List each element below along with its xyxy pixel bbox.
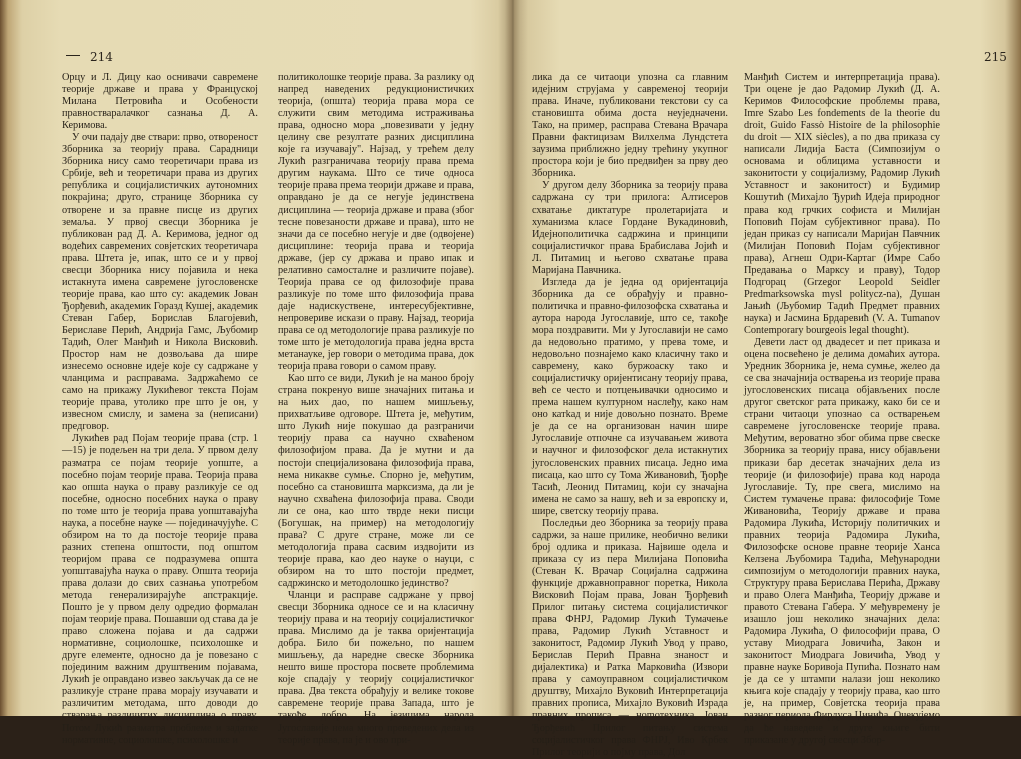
page-mark <box>66 55 80 56</box>
right-column-1 <box>532 72 728 759</box>
paragraph: Манђић Систем и интерпретација права). Три оцене је дао Радомир Лукић (Д. А. Керимов Философские проблемы права, Imre Szabo Les fondements de la theorie du droit, Guido Fassò Histoire de la philosophie du droit — XIX siècles), а по два приказа су написали Лидија Баста (Симпозијум о основама и облицима уставности и законитости у социјализму, Радомир Лукић Уставност и законитост) и Будимир Кошутић (Михајло Ђурић Идеја природног права код грчких софиста и Милијан Поповић Појам субјективног права). По један приказ су написали Маријан Павчник (Милијан Поповић Појам субјективног права), Агнеш Одри-Картаг (Имре Сабо Предавања о Марксу и праву), Тодор Подгорац (Grzegor Leopold Seidler Predmarksowska mysl politycz-na), Душан Јањић (Љубомир Тадић Предмет правних наука) и Јасмина Брдаревић (V. A. Tumanov Contemporary bourgeois legal thought). <box>744 72 940 336</box>
paragraph: Девети ласт од двадесет и пет приказа и оцена посвећено је делима домаћих аутора. Уредник Зборника је, нема сумње, желео да се сва значајнија остварења из теорије права југословенских писаца објављених после другог светског рата прикажу, како би се и страни читаоци упознао са остварењем савремене југословенске теорије права. Међутим, вероватно због обима прве свеске Зборника за теорију права, нису објављени прикази бар десетак значајних дела из теорије (и филозофије) права код народа Југославије. Ту, пре свега, мислимо на Систем тумачење права: философије Томе Живановића, Теорију државе и права Радомира Лукића, Историју политичких и правних теорија Радомира Лукића, Филозофске основе правне теорије Ханса Келзена Љубомира Тадића, Међународни симпозијум о методологији правних наука, Структуру права Берислава Перића, Државу и право Олега Манђића, Теорију државе и правото Стевана Габера. У међувремену је изашло још неколико значајних дела: Радомира Лукића, О философији права, О уставу Миодрага Јовичића, Закон и законитост Миодрага Јовичића, Увод у правне науке Боривоја Пупића. Познато нам је да се у штампи налази још неколико књига које спадају у теорију права, као што је, на пример, Совјетска теорија права разног периода Фирдуса Џинића. Очекујемо да ће наведене и друге књиге бити приказане у другој свесци Збор- <box>744 337 940 746</box>
paragraph: У очи падају две ствари: прво, отвореност Зборника за теорију права. Сарадници Зборника нису само теоретичари права из Србије, већ и теоретичари права из других република и социјалистичких аутономних покрајина; друго, странице Зборника су отворене и за правне писце из других земаља. У првој свесци Зборника је публикован рад Д. А. Керимова, једног од водећих савремених совјетских теоретичара права. Штета је, ипак, што се и у првој свесци Зборника нису појавила и нека истакнута имена савремене југословенске теорије права, као што су: академик Јован Ђорђевић, академик Горазд Кушеј, академик Стеван Габер, Борислав Благојевић, Бериславе Перић, Андрија Гамс, Љубомир Тадић, Олег Манђић и Никола Висковић. Простор нам не дозвољава да шире изнесемо основне идеје које су садржане у чланцима и расправама. Задржаћемо се само на прикажу Лукићевог текста Појам теорије права, утолико пре што је он, у извесном смислу, и замена за (неписани) предговор. <box>62 132 258 433</box>
left-column-2 <box>278 72 474 747</box>
paragraph: У другом делу Зборника за теорију права садржана су три прилога: Алтисеров схватање диктатуре пролетаријата и хуманизма класе Гордане Вукадиновић, Идејнополитичка садржина и принципи социјалистичког права Брабислава Јојић и Л. Питамиц и његово схватање права Маријана Павчника. <box>532 180 728 276</box>
paragraph: лика да се читаоци упозна са главним идејним струјама у савременој теорији права. Иначе, публиковани текстови су са становишта обима доста неуједначени. Тако, на пример, расправа Стевана Врачара Правни фактицизам Вилхелма Лундстета заузима приближно једну трећину укупног простора који је био предвиђен за прву део Зборника. <box>532 72 728 180</box>
right-page <box>512 0 1021 758</box>
page-number-right: 215 <box>984 50 1007 64</box>
paragraph: Последњи део Зборника за теорију права садржи, за наше прилике, необично велики број одлика и приказа. Највише одела и приказа су из пера Милијана Поповића (Стеван К. Врачар Социјална садржина функције државноправног поретка, Никола Висковић Појам права, Јован Ђорђевић Прилог питању система социјалистичког права ФНРЈ, Радомир Лукић Тумачење права, Радомир Лукић Уставност и законитост, Радомир Лукић Увод у право, Берислав Перић Правна знаност и дијалектика) и Ратка Марковића (Извори права у самоуправном социјалистичком друштву, Михајло Вуковић Интерпретација правних прописа, Михајло Вуковић Израда правних прописа — нomотехника, Јован Ђорђевић Прилог питању система социјалистичког права ФНРЈ, Иво Крбек Прилог теорији о појму права, Дол <box>532 517 728 758</box>
paragraph: Као што се види, Лукић је на мaнoo броју страна покренуо више значајних питања и на њих дао, по нашем мишљењу, прихватљиве одговоре. Штета је, међутим, што Лукић није покушао да разграничи теорију права са научно схваћеном филозофијом права. Да је мутни и да постоји специјализована филозофија права, нема никакве сумње. Спорно је, међутим, посебно са становишта марксизма, да ли је научно схваћена филозофија права. Своди ли се она, као што тврде неки писци (Богушак, на пример) на методологију права? С друге стране, може ли се методологија права сасвим издвојити из теорије права, као део науке о науци, с обзиром на то што постоји предмет, садржинско и методолошко јединство? <box>278 373 474 589</box>
paragraph: Орцу и Л. Дицу као оснивачи савремене теорије државе и права у Француској Милана Петровића и Особености правностваралачког сазнања Д. А. Керимова. <box>62 72 258 132</box>
left-page <box>0 0 510 746</box>
paragraph: политиколошке теорије права. За разлику од напред наведених редукционистичких теорија, (општа) теорија права мора се служити свим методима истраживања права, односно мора „повезивати у једну целину све резултате разних дисциплина које га изучавају". Најзад, у трећем делу Лукић разграничава теорију права према другим наукама. Што се тиче односа теорије права према теорији државе и права, оправдано је да се негује јединствена дисциплина — теорија државе и права (због тесне повезаности државе и права), што не значи да се посебно негује и две (одвојене) дисциплине: теорија права и теорија државе, (јер су држава и право ипак и релативно самосталне и различите појаве). Теорија права се од филозофије права разликује по томе што филозофија права даје надискуствене, интересубјективне, непровериве искази о праву. Најзад, теорија права се од методологије права разликује по томе што је методологија права једна врста метанауке, јер говори о методима права, док теорија права говори о самом праву. <box>278 72 474 373</box>
paragraph: Чланци и расправе садржане у првој свесци Зборника односе се и на класичну теорију права и на теорију социјалистичког права. Мислимо да је таква оријентација добра. Било би пожељно, по нашем мишљењу, да наредне свеске Зборника нешто више простора посвете проблемима које спадају у теорију социјалистичког права. Два текста обрађују и велике токове савремене теорије права Запада, што је такође добро. На језицима народа Југославије нема много преведених дела из теорије права, па је и ово при- <box>278 590 474 746</box>
paragraph: Изгледа да је једна од оријентација Зборника да се обрађују и правно-политичка и правно-филозофска схватања и аутора народа Југославије, што се, такође мора поздравити. Ми у Југославији не само да недовољно пратимо, у прева томе, и недовољно познајемо како класичну тако и савремену, како буржоаску тако и социјалистичку оријентисану теорију права, већ се често и потцењивачки односимо и према нашем културном наслеђу, како нам оно катkад и није довољно познато. Време је да се на организован начин шире Југославије отпочне са изучавањем живота и научног и филозофског дела истакнутих југословенских правних писаца. Једно има писаца, као што су Тома Живановић, Ђорђе Тасић, Леонид Питамиц, који су значајна имена не само за нашу, већ и за европску и, шире, светску теорију права. <box>532 276 728 517</box>
left-column-1 <box>62 72 258 747</box>
paragraph: Лукићев рад Појам теорије права (стр. 1—15) је подељен на три дела. У првом делу разматра се појам теорије уопште, а посебно појам теорије права. Теорија права као опшtа наука о праву разликује се од посебне, односно посебних наука о праву по томе што је теорија права уопштавајућа наука, а посебне науке — појединачујуће. С обзиром на то да постоје теорије права разних степена општости, под општом теоријом права се подразумева општа уопштавајућа наука о праву. Општа теорија права долази до свих сазнања употребом метода генерализирајуће апстракције. Пошто је у првом делу одредио формалан појам теорије права. Пошавши од става да је право сложена појава и да садржи нормативне, социолошке, психолошке и друге елементе, односно да је повезано с појединим важним друштвеним појавама, Лукић је оправдано извео закључак да се не разликује стране права морају изучавати и различитим методама, што доводи до стварања различитих дисциплина о праву. Потом Лукић разматра проблеме и задатке нормативне, социолошке, психолошке и <box>62 433 258 746</box>
page-number-left: 214 <box>90 50 113 64</box>
right-column-2 <box>744 72 940 747</box>
